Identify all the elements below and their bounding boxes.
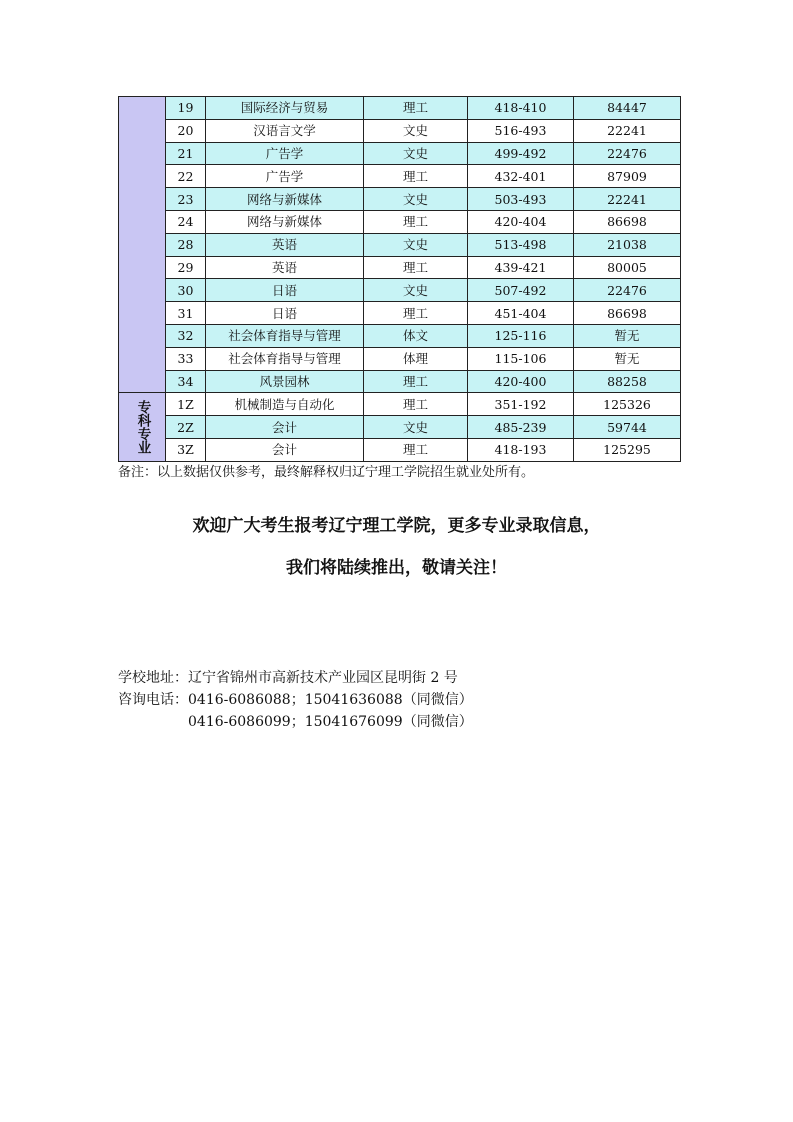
- major-name-cell: 广告学: [206, 165, 364, 188]
- phone-line-2: [118, 711, 473, 731]
- subject-type-cell: 文史: [364, 142, 468, 165]
- table-row: [119, 256, 681, 279]
- rank-cell: 86698: [574, 210, 681, 233]
- category-cell-benke: [119, 97, 166, 393]
- rank-cell: 84447: [574, 97, 681, 120]
- score-range-cell: 351-192: [468, 393, 574, 416]
- major-number-cell: 21: [166, 142, 206, 165]
- rank-cell: 暂无: [574, 347, 681, 370]
- table-row: [119, 165, 681, 188]
- score-range-cell: 420-400: [468, 370, 574, 393]
- table-row: [119, 97, 681, 120]
- table-row: [119, 188, 681, 211]
- phone-line-2-text: 0416-6086099；15041676099（同微信）: [188, 714, 473, 730]
- score-range-cell: 432-401: [468, 165, 574, 188]
- score-range-cell: 499-492: [468, 142, 574, 165]
- major-number-cell: 30: [166, 279, 206, 302]
- subject-type-cell: 理工: [364, 256, 468, 279]
- major-number-cell: 24: [166, 210, 206, 233]
- rank-cell: 22476: [574, 142, 681, 165]
- major-number-cell: 31: [166, 302, 206, 325]
- rank-cell: 80005: [574, 256, 681, 279]
- subject-type-cell: 体文: [364, 324, 468, 347]
- rank-cell: 88258: [574, 370, 681, 393]
- major-number-cell: 20: [166, 119, 206, 142]
- table-row: [119, 119, 681, 142]
- score-range-cell: 507-492: [468, 279, 574, 302]
- table-row: [119, 370, 681, 393]
- table-row: [119, 210, 681, 233]
- major-name-cell: 网络与新媒体: [206, 210, 364, 233]
- welcome-line-2: 我们将陆续推出，敬请关注！: [286, 558, 507, 578]
- table-row: [119, 233, 681, 256]
- subject-type-cell: 文史: [364, 188, 468, 211]
- major-name-cell: 英语: [206, 233, 364, 256]
- rank-cell: 59744: [574, 416, 681, 439]
- score-range-cell: 418-193: [468, 438, 574, 461]
- score-range-cell: 503-493: [468, 188, 574, 211]
- score-range-cell: 125-116: [468, 324, 574, 347]
- subject-type-cell: 理工: [364, 165, 468, 188]
- major-name-cell: 会计: [206, 416, 364, 439]
- subject-type-cell: 文史: [364, 416, 468, 439]
- major-name-cell: 汉语言文学: [206, 119, 364, 142]
- major-name-cell: 网络与新媒体: [206, 188, 364, 211]
- subject-type-cell: 理工: [364, 370, 468, 393]
- score-range-cell: 451-404: [468, 302, 574, 325]
- major-name-cell: 风景园林: [206, 370, 364, 393]
- table-row: [119, 438, 681, 461]
- welcome-line-1: 欢迎广大考生报考辽宁理工学院，更多专业录取信息，: [192, 516, 601, 536]
- subject-type-cell: 体理: [364, 347, 468, 370]
- major-name-cell: 英语: [206, 256, 364, 279]
- admission-table: [118, 96, 681, 462]
- major-name-cell: 社会体育指导与管理: [206, 324, 364, 347]
- subject-type-cell: 文史: [364, 233, 468, 256]
- score-range-cell: 418-410: [468, 97, 574, 120]
- score-range-cell: 485-239: [468, 416, 574, 439]
- major-number-cell: 29: [166, 256, 206, 279]
- subject-type-cell: 理工: [364, 393, 468, 416]
- rank-cell: 22241: [574, 119, 681, 142]
- major-number-cell: 1Z: [166, 393, 206, 416]
- major-number-cell: 32: [166, 324, 206, 347]
- table-row: [119, 324, 681, 347]
- subject-type-cell: 理工: [364, 210, 468, 233]
- score-range-cell: 516-493: [468, 119, 574, 142]
- subject-type-cell: 理工: [364, 97, 468, 120]
- admission-table-wrapper: [118, 96, 681, 462]
- rank-cell: 22241: [574, 188, 681, 211]
- major-number-cell: 3Z: [166, 438, 206, 461]
- rank-cell: 87909: [574, 165, 681, 188]
- major-name-cell: 会计: [206, 438, 364, 461]
- major-name-cell: 广告学: [206, 142, 364, 165]
- rank-cell: 21038: [574, 233, 681, 256]
- category-cell-zhuanke: 专科专业: [119, 393, 166, 461]
- major-name-cell: 社会体育指导与管理: [206, 347, 364, 370]
- subject-type-cell: 理工: [364, 438, 468, 461]
- major-number-cell: 34: [166, 370, 206, 393]
- subject-type-cell: 理工: [364, 302, 468, 325]
- score-range-cell: 513-498: [468, 233, 574, 256]
- major-number-cell: 33: [166, 347, 206, 370]
- table-row: [119, 416, 681, 439]
- phone-line-1: 咨询电话：0416-6086088；15041636088（同微信）: [118, 692, 473, 708]
- major-number-cell: 28: [166, 233, 206, 256]
- score-range-cell: 115-106: [468, 347, 574, 370]
- rank-cell: 22476: [574, 279, 681, 302]
- subject-type-cell: 文史: [364, 279, 468, 302]
- table-row: [119, 142, 681, 165]
- major-name-cell: 日语: [206, 279, 364, 302]
- major-number-cell: 22: [166, 165, 206, 188]
- major-number-cell: 19: [166, 97, 206, 120]
- major-name-cell: 国际经济与贸易: [206, 97, 364, 120]
- major-number-cell: 23: [166, 188, 206, 211]
- footnote: 备注：以上数据仅供参考，最终解释权归辽宁理工学院招生就业处所有。: [118, 465, 535, 480]
- rank-cell: 86698: [574, 302, 681, 325]
- table-row: [119, 279, 681, 302]
- rank-cell: 暂无: [574, 324, 681, 347]
- table-row: [119, 302, 681, 325]
- rank-cell: 125326: [574, 393, 681, 416]
- subject-type-cell: 文史: [364, 119, 468, 142]
- school-address: 学校地址：辽宁省锦州市高新技术产业园区昆明街 2 号: [118, 670, 458, 686]
- major-number-cell: 2Z: [166, 416, 206, 439]
- table-row: [119, 393, 681, 416]
- table-row: [119, 347, 681, 370]
- major-name-cell: 日语: [206, 302, 364, 325]
- major-name-cell: 机械制造与自动化: [206, 393, 364, 416]
- rank-cell: 125295: [574, 438, 681, 461]
- score-range-cell: 420-404: [468, 210, 574, 233]
- score-range-cell: 439-421: [468, 256, 574, 279]
